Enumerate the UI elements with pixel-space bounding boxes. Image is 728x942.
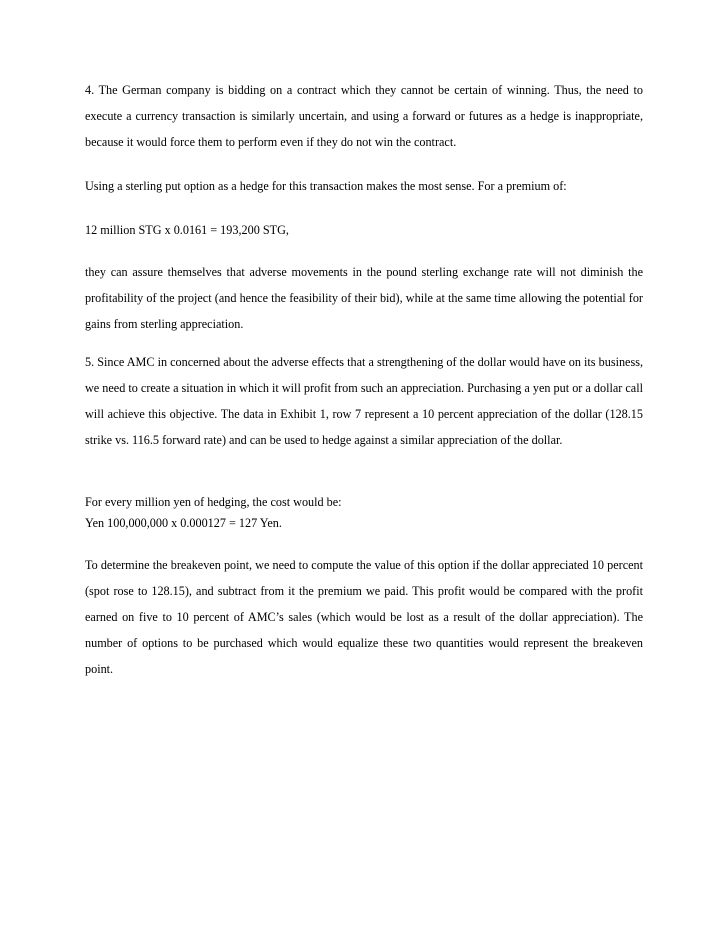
paragraph-assure: they can assure themselves that adverse movements in the pound sterling exchange rate will not diminish the profitability of the project (and hence the feasibility of their bid), while at the same time allowing the potential for gains from sterling appreciation. [85,265,643,331]
paragraph-question-4: 4. The German company is bidding on a contract which they cannot be certain of winning. Thus, the need to execute a currency transaction is similarly uncertain, and using a forward or futures as a hedge is inappropriate, because it would force them to perform even if they do not win the contract. [85,83,643,149]
paragraph-cost-intro: For every million yen of hedging, the cost would be: [85,495,342,509]
paragraph-sterling-put: Using a sterling put option as a hedge for this transaction makes the most sense. For a premium of: [85,179,567,193]
calculation-sterling-premium: 12 million STG x 0.0161 = 193,200 STG, [85,223,289,237]
paragraph-question-5: 5. Since AMC in concerned about the adverse effects that a strengthening of the dollar would have on its business, we need to create a situation in which it will profit from such an appreciation. Purchasing a yen put or a dollar call will achieve this objective. The data in Exhibit 1, row 7 represent a 10 percent appreciation of the dollar (128.15 strike vs. 116.5 forward rate) and can be used to hedge against a similar appreciation of the dollar. [85,355,643,447]
calculation-yen-premium: Yen 100,000,000 x 0.000127 = 127 Yen. [85,516,282,530]
paragraph-breakeven: To determine the breakeven point, we need to compute the value of this option if the dollar appreciated 10 percent (spot rose to 128.15), and subtract from it the premium we paid. This profit would be compared with the profit earned on five to 10 percent of AMC’s sales (which would be lost as a result of the dollar appreciation). The number of options to be purchased which would equalize these two quantities would represent the breakeven point. [85,558,643,676]
